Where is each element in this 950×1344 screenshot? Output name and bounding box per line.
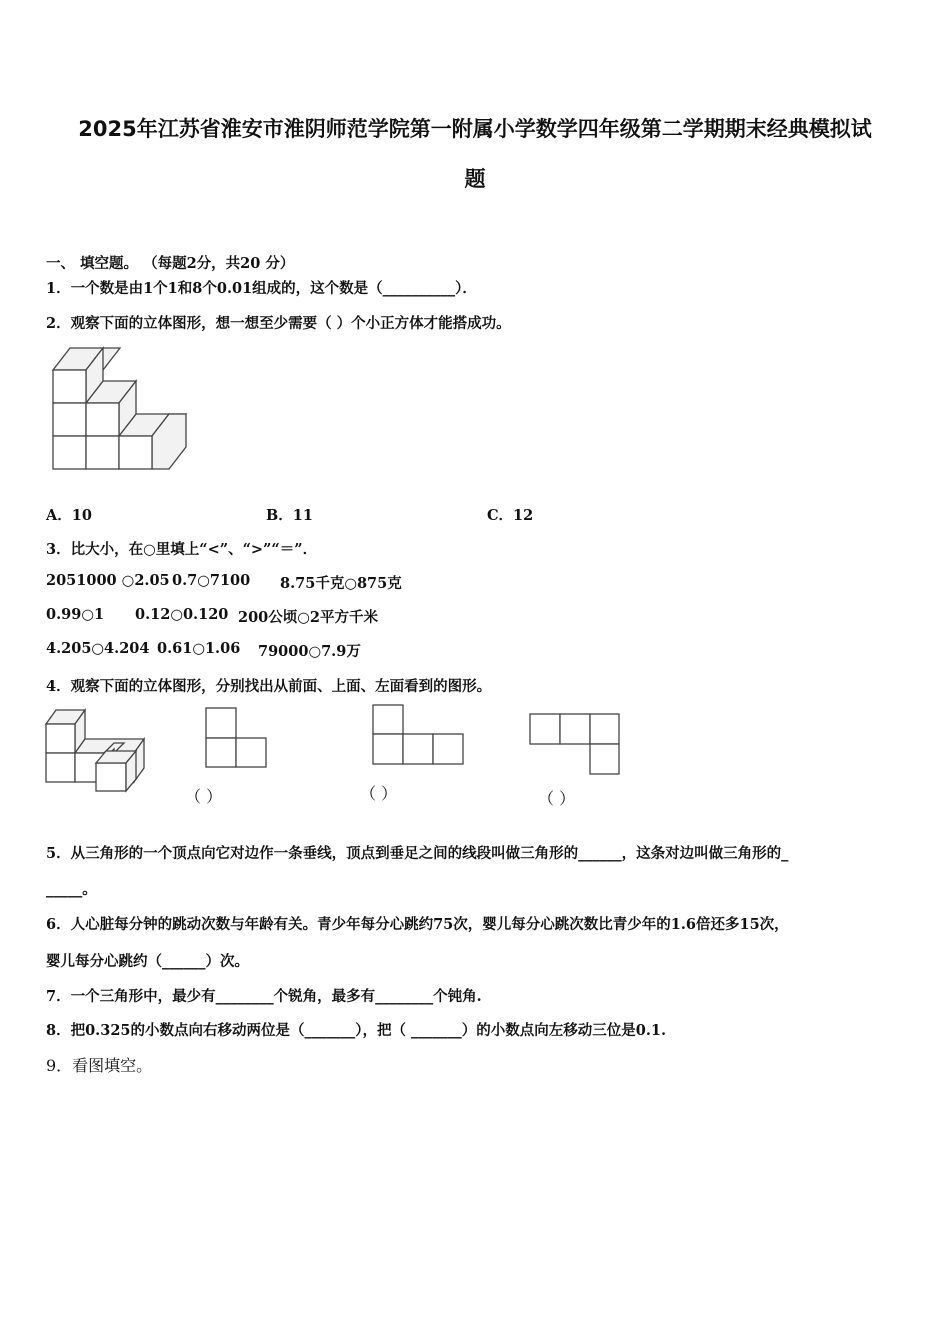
question-5-line1: 5．从三角形的一个顶点向它对边作一条垂线，顶点到垂足之间的线段叫做三角形的______，这条对边叫做三角形的_ xyxy=(46,845,789,862)
page-title-line1: 2025年江苏省淮安市淮阴师范学院第一附属小学数学四年级第二学期期末经典模拟试 xyxy=(78,117,872,141)
question-8: 8．把0.325的小数点向右移动两位是（_______），把（ _______）的小数点向左移动三位是0.1. xyxy=(46,1022,667,1039)
cube-solid xyxy=(46,710,144,791)
option-b: B．11 xyxy=(266,507,313,524)
compare-row-2-a: 0.99○1 xyxy=(46,606,105,623)
page-title-line2: 题 xyxy=(464,167,486,191)
answer-blank-2[interactable]: （ ） xyxy=(360,784,398,803)
question-6-line1: 6．人心脏每分钟的跳动次数与年龄有关。青少年每分心跳约75次，婴儿每分心跳次数比青少年的1.6倍还多15次， xyxy=(46,916,789,933)
question-7: 7．一个三角形中，最少有________个锐角，最多有________个钝角. xyxy=(46,988,482,1005)
option-a: A．10 xyxy=(46,507,92,524)
staircase-cubes-figure xyxy=(50,345,190,473)
view-figure-3 xyxy=(529,713,623,777)
view-figure-1 xyxy=(205,707,269,769)
staircase-cubes xyxy=(53,348,186,469)
answer-blank-3[interactable]: （ ） xyxy=(538,789,576,808)
cube-solid-figure xyxy=(44,706,148,792)
compare-row-3-b: 0.61○1.06 xyxy=(157,640,241,657)
compare-row-3-a: 4.205○4.204 xyxy=(46,640,150,657)
question-2: 2．观察下面的立体图形，想一想至少需要（ ）个小正方体才能搭成功。 xyxy=(46,315,511,332)
view-3-squares xyxy=(530,714,619,774)
compare-row-2-b: 0.12○0.120 xyxy=(135,606,229,623)
compare-row-1-c: 8.75千克○875克 xyxy=(280,575,402,592)
question-1: 1．一个数是由1个1和8个0.01组成的，这个数是（__________）． xyxy=(46,280,477,297)
question-6-line2: 婴儿每分心跳约（______）次。 xyxy=(46,953,249,970)
view-2-squares xyxy=(373,705,463,764)
compare-row-1-b: 0.7○7100 xyxy=(172,572,251,589)
compare-row-3-c: 79000○7.9万 xyxy=(258,643,361,660)
question-4: 4．观察下面的立体图形，分别找出从前面、上面、左面看到的图形。 xyxy=(46,678,492,695)
compare-row-1-a: 2051000 ○2.05 xyxy=(46,572,170,589)
option-c: C．12 xyxy=(487,507,534,524)
answer-blank-1[interactable]: （ ） xyxy=(185,787,223,806)
question-9: 9．看图填空。 xyxy=(46,1056,153,1075)
section-heading: 一、 填空题。 （每题2分，共20 分） xyxy=(46,255,295,272)
compare-row-2-c: 200公顷○2平方千米 xyxy=(238,609,379,626)
question-5-line2: _____。 xyxy=(46,881,97,898)
view-1-squares xyxy=(206,708,266,767)
view-figure-2 xyxy=(372,704,466,766)
question-3: 3．比大小，在○里填上“<”、“>”“＝”． xyxy=(46,541,318,558)
